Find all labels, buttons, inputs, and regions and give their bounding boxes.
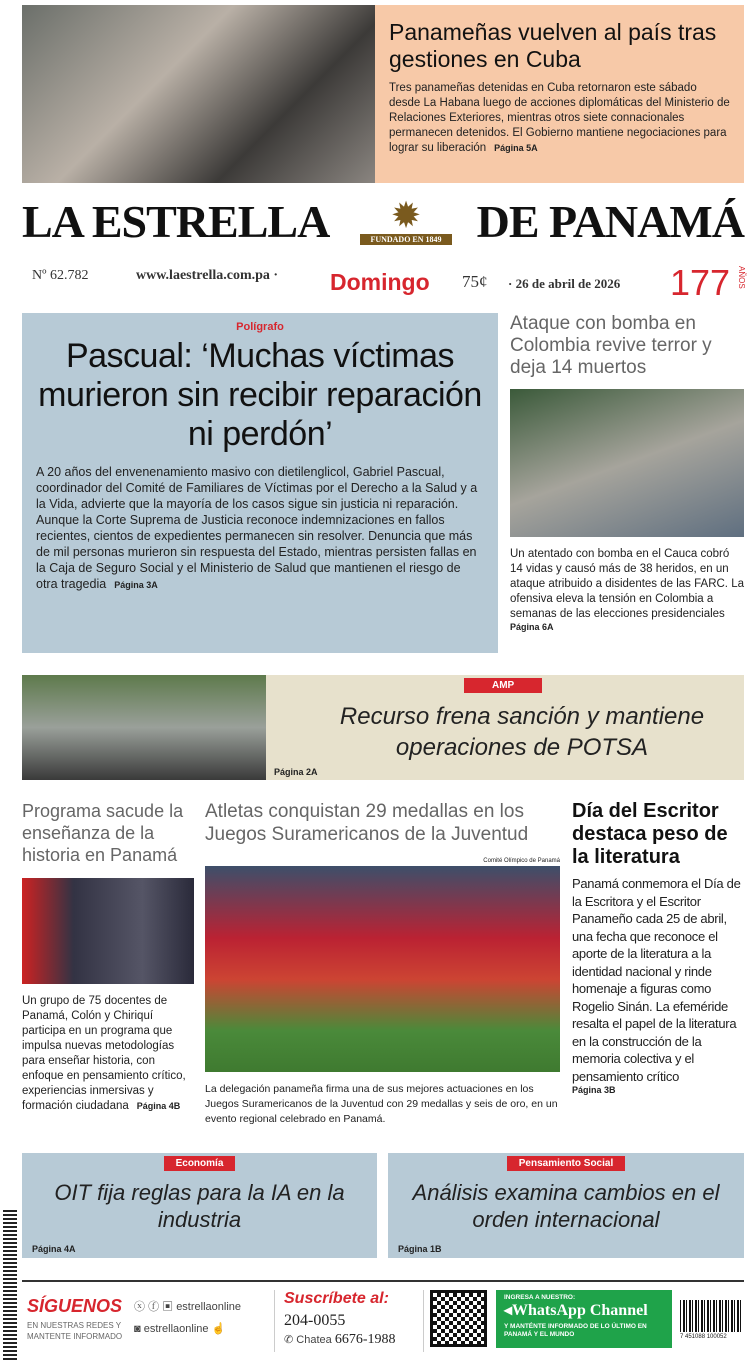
history-story[interactable]	[22, 800, 194, 1114]
economy-kicker: Economía	[164, 1156, 236, 1171]
social-handle[interactable]: estrellaonline	[176, 1301, 242, 1313]
masthead	[22, 196, 744, 254]
colombia-title[interactable]: Ataque con bomba en Colombia revive terror y deja 14 muertos	[510, 313, 712, 378]
lead-text: A 20 años del envenenamiento masivo con dietilenglicol, Gabriel Pascual, coordinador del Comité de Familiares de Víctimas por el Derecho a la Salud y a la Vida, advierte que la mayoría de los casos sigue sin justicia ni reparación. Aunque la Corte Suprema de Justicia reconoce indemnizaciones en fallos recientes, cientos de expedientes permanecen sin resolver. Denuncia que más de mil personas murieron sin respuesta del Estado, mientras persisten fallas en la Caja de Seguro Social y el Ministerio de Salud que mantienen el riesgo de otra tragedia	[36, 465, 478, 591]
history-photo	[22, 878, 194, 984]
writer-title[interactable]: Día del Escritor destaca peso de la literatura	[572, 800, 728, 868]
writer-story[interactable]	[572, 800, 744, 1095]
youtube-icon[interactable]: ▣	[162, 1301, 174, 1313]
wa-top: INGRESA A NUESTRO:	[504, 1294, 576, 1301]
years-count: 177	[670, 262, 731, 303]
colombia-story[interactable]	[510, 313, 744, 632]
wa-sub: Y MANTÉNTE INFORMADO DE LO ÚLTIMO EN PANAMÁ Y EL MUNDO	[504, 1323, 647, 1338]
banner-title[interactable]: Panameñas vuelven al país tras gestiones en Cuba	[389, 19, 717, 72]
social-story[interactable]	[388, 1153, 744, 1258]
banner-photo	[22, 5, 375, 183]
banner-story[interactable]	[375, 5, 744, 183]
amp-title[interactable]: Recurso frena sanción y mantiene operaciones de POTSA	[339, 703, 705, 761]
athletes-photo-credit: Comité Olímpico de Panamá	[483, 858, 560, 864]
follow-label: SÍGUENOS	[27, 1296, 123, 1316]
subscribe-phone[interactable]: 204-0055	[284, 1312, 346, 1329]
amp-story[interactable]	[22, 675, 744, 780]
website-link[interactable]: www.laestrella.com.pa ·	[136, 268, 279, 283]
history-title[interactable]: Programa sacude la enseñanza de la historia en Panamá	[22, 801, 184, 865]
history-page: Página 4B	[136, 1101, 181, 1111]
subscribe-label: Suscríbete al:	[284, 1290, 389, 1307]
whatsapp-channel-banner[interactable]	[496, 1290, 672, 1348]
lead-title[interactable]: Pascual: ‘Muchas víctimas murieron sin recibir reparación ni perdón’	[38, 337, 482, 453]
barcode	[680, 1300, 742, 1332]
amp-page: Página 2A	[274, 767, 318, 777]
economy-story[interactable]	[22, 1153, 377, 1258]
writer-page: Página 3B	[572, 1085, 616, 1095]
athletes-text: La delegación panameña firma una de sus mejores actuaciones en los Juegos Suramericanos de la Juventud con 29 medallas y seis de oro, en un evento regional celebrado en Panamá.	[205, 1083, 558, 1125]
colombia-page: Página 6A	[510, 622, 554, 632]
masthead-right: DE PANAMÁ	[476, 196, 744, 247]
lead-kicker: Polígrafo	[236, 321, 284, 333]
follow-sub: EN NUESTRAS REDES Y MANTENTE INFORMADO	[27, 1321, 123, 1341]
pointer-hand-icon: ☝	[211, 1323, 226, 1335]
athletes-story[interactable]	[205, 800, 560, 1127]
amp-photo	[22, 675, 266, 780]
footer	[22, 1280, 744, 1358]
athletes-photo	[205, 866, 560, 1072]
writer-text: Panamá conmemora el Día de la Escritora y el Escritor Panameño cada 25 de abril, una fecha que reconoce el aporte de la literatura a la identidad nacional y rinde homenaje a figuras como Rogelio Sinán. La efeméride resalta el papel de la literatura en la construcción de la memoria colectiva y el pensamiento crítico	[572, 876, 741, 1084]
seal-text: FUNDADO EN 1849	[360, 234, 452, 245]
chat-number[interactable]: 6676-1988	[334, 1332, 396, 1347]
history-text: Un grupo de 75 docentes de Panamá, Colón y Chiriquí participa en un programa que impulsa nuevas metodologías para enseñar historia, con enfoque en pensamiento crítico, experiencias inmersivas y formación ciudadana	[22, 995, 186, 1112]
seal-logo: ✹ FUNDADO EN 1849	[360, 196, 452, 252]
whatsapp-icon: ✆	[284, 1334, 294, 1346]
colombia-text: Un atentado con bomba en el Cauca cobró 14 vidas y causó más de 38 heridos, en un ataque atribuido a disidentes de las FARC. La ofensiva eleva la tensión en Colombia a semanas de las elecciones presidenciales	[510, 548, 744, 620]
wa-title: ◂WhatsApp Channel	[504, 1302, 648, 1319]
issue-number: Nº 62.782	[32, 268, 89, 283]
instagram-handle[interactable]: estrellaonline	[143, 1323, 209, 1335]
date: · 26 de abril de 2026	[508, 276, 621, 291]
masthead-left: LA ESTRELLA	[22, 196, 330, 247]
facebook-icon[interactable]: ⓕ	[148, 1301, 160, 1313]
colombia-photo	[510, 389, 744, 537]
social-page: Página 1B	[398, 1244, 442, 1254]
economy-title[interactable]: OIT fija reglas para la IA en la industria	[54, 1180, 345, 1232]
athletes-title[interactable]: Atletas conquistan 29 medallas en los Juegos Suramericanos de la Juventud	[205, 801, 529, 845]
amp-kicker: AMP	[464, 678, 542, 693]
social-title[interactable]: Análisis examina cambios en el orden internacional	[412, 1180, 720, 1232]
side-barcode	[3, 1210, 17, 1360]
x-icon[interactable]: ⓧ	[134, 1301, 145, 1313]
chat-label: Chatea	[296, 1334, 332, 1346]
years-label: AÑOS	[737, 266, 746, 289]
barcode-number: 7 451088 100052	[680, 1334, 727, 1340]
lead-story[interactable]	[22, 313, 498, 653]
banner-text: Tres panameñas detenidas en Cuba retornaron este sábado desde La Habana luego de acciones diplomáticas del Ministerio de Relaciones Exteriores, mientras otros siete connacionales permanecen detenidos. El Gobierno mantiene negociaciones para lograr su liberación	[389, 82, 730, 154]
lead-page: Página 3A	[114, 580, 158, 590]
instagram-icon[interactable]: ◙	[134, 1323, 141, 1335]
price: 75¢	[462, 272, 488, 291]
qr-code[interactable]	[430, 1290, 487, 1347]
banner-page: Página 5A	[494, 143, 538, 153]
economy-page: Página 4A	[32, 1244, 76, 1254]
weekday: Domingo	[330, 269, 430, 295]
social-kicker: Pensamiento Social	[507, 1156, 625, 1171]
